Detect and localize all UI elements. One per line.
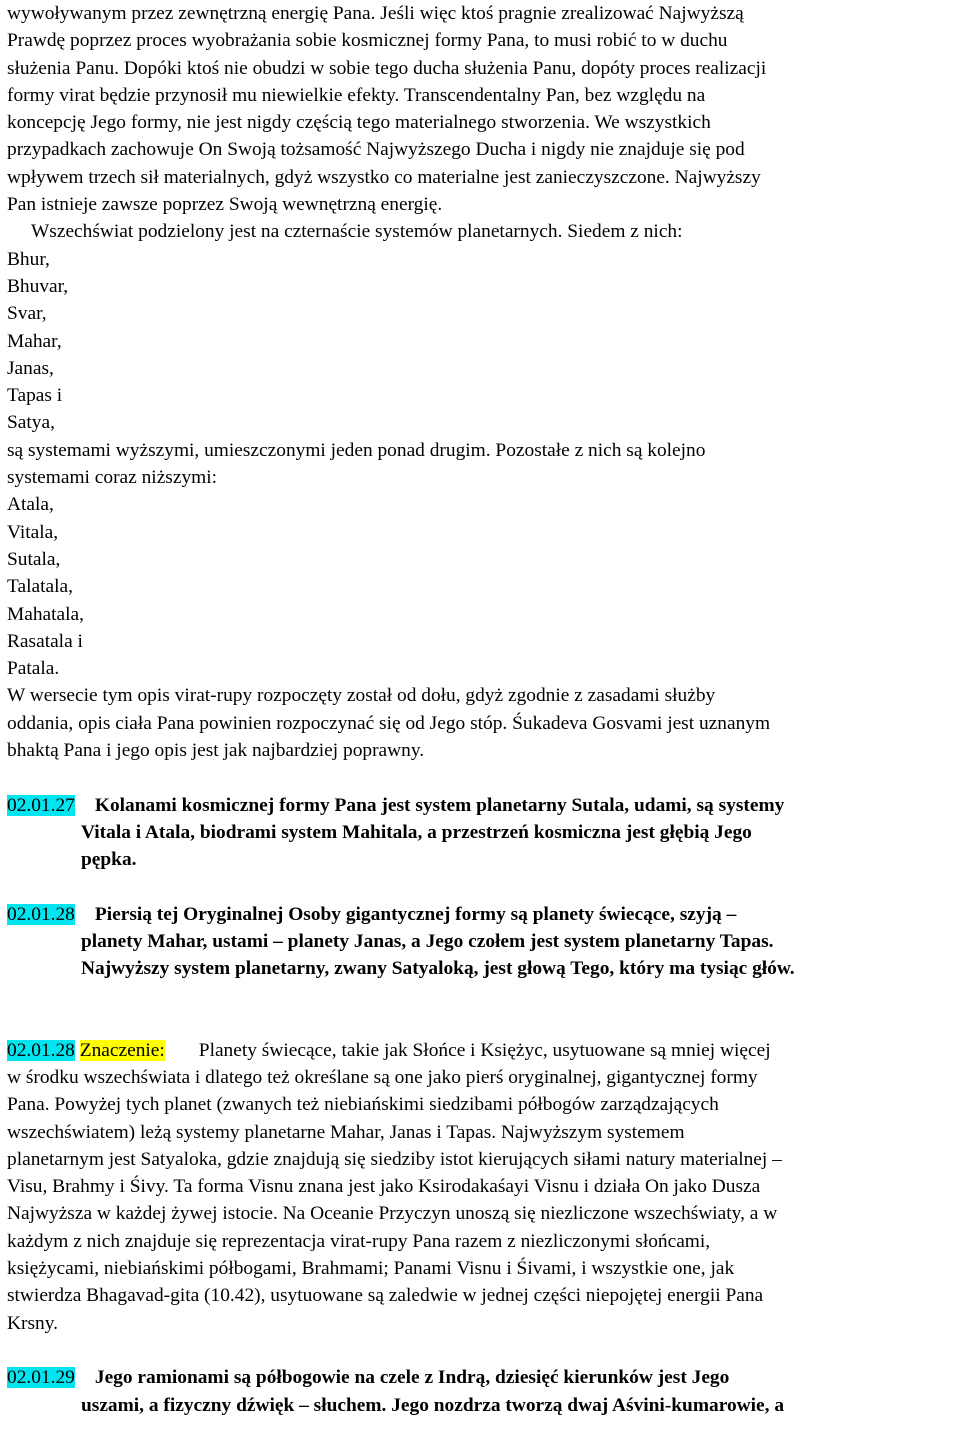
text-line: wpływem trzech sił materialnych, gdyż wszystko co materialne jest zanieczyszczone. Najwyższy [7, 166, 761, 188]
purport-text: Planety świecące, takie jak Słońce i Księżyc, usytuowane są mniej więcej [198, 1039, 771, 1061]
list-item: Satya, [7, 412, 55, 434]
list-item: Janas, [7, 357, 54, 379]
verse-text: planety Mahar, ustami – planety Janas, a Jego czołem jest system planetarny Tapas. [81, 931, 774, 953]
list-item: Tapas i [7, 385, 63, 407]
verse-number: 02.01.27 [7, 794, 75, 816]
text-line: systemami coraz niższymi: [7, 467, 218, 489]
list-item: Vitala, [7, 521, 59, 543]
purport-verse-number: 02.01.28 [7, 1039, 75, 1061]
verse-first-line [7, 1364, 957, 1391]
upper-systems-list [7, 246, 957, 437]
purport-text: wszechświatem) leżą systemy planetarne Mahar, Janas i Tapas. Najwyższym systemem [7, 1121, 685, 1143]
text-line: przypadkach zachowuje On Swoją tożsamość Najwyższego Ducha i nigdy nie znajduje się pod [7, 139, 745, 161]
list-item: Talatala, [7, 576, 73, 598]
verse-text: pępka. [81, 849, 137, 871]
verse-27 [7, 792, 957, 874]
text-line: Prawdę poprzez proces wyobrażania sobie kosmicznej formy Pana, to musi robić to w duchu [7, 30, 728, 52]
list-item: Patala. [7, 658, 60, 680]
text-line: służenia Panu. Dopóki ktoś nie obudzi w sobie tego ducha służenia Panu, dopóty proces realizacji [7, 57, 767, 79]
purport-text: w środku wszechświata i dlatego też określane są one jako pierś oryginalnej, gigantycznej formy [7, 1066, 758, 1088]
list-item: Mahar, [7, 330, 62, 352]
universe-intro: Wszechświat podzielony jest na czternaście systemów planetarnych. Siedem z nich: [31, 221, 683, 243]
spacer [7, 983, 957, 1037]
verse-first-line [7, 901, 957, 928]
purport-text: księżycami, niebiańskimi półbogami, Brahmami; Panami Visnu i Śivami, i wszystkie one, jak [7, 1258, 735, 1280]
text-line: W wersecie tym opis virat-rupy rozpoczęty został od dołu, gdyż zgodnie z zasadami służby [7, 685, 716, 707]
purport-text: planetarnym jest Satyaloka, gdzie znajdują się siedziby istot kierujących siłami natury materialnej – [7, 1148, 782, 1170]
purport-text: Krsny. [7, 1312, 58, 1334]
list-item: Bhur, [7, 248, 50, 270]
text-line: formy virat będzie przynosił mu niewielkie efekty. Transcendentalny Pan, bez względu na [7, 84, 706, 106]
verse-number: 02.01.29 [7, 1367, 75, 1389]
text-line: są systemami wyższymi, umieszczonymi jeden ponad drugim. Pozostałe z nich są kolejno [7, 439, 706, 461]
list-item: Mahatala, [7, 603, 84, 625]
list-item: Bhuvar, [7, 275, 69, 297]
list-item: Svar, [7, 303, 47, 325]
text-line: bhaktą Pana i jego opis jest jak najbardziej poprawny. [7, 740, 425, 762]
purport-text: stwierdza Bhagavad-gita (10.42), usytuowane są zaledwie w jednej części niepojętej energii Pana [7, 1285, 764, 1307]
purport-text: każdym z nich znajduje się reprezentacja virat-rupy Pana razem z niezliczonymi słońcami, [7, 1230, 711, 1252]
spacer [7, 874, 957, 901]
verse-text: Vitala i Atala, biodrami system Mahitala, a przestrzeń kosmiczna jest głębią Jego [81, 821, 752, 843]
purport-text: Najwyższa w każdej żywej istocie. Na Oceanie Przyczyn unoszą się niezliczone wszechświaty, a w [7, 1203, 778, 1225]
purport-label: Znaczenie: [79, 1039, 165, 1061]
verse-29 [7, 1364, 957, 1419]
document-page [7, 0, 957, 1419]
verse-text: Jego ramionami są półbogowie na czele z Indrą, dziesięć kierunków jest Jego [94, 1367, 730, 1389]
intro-paragraph [7, 0, 957, 218]
text-line: oddania, opis ciała Pana powinien rozpoczynać się od Jego stóp. Śukadeva Gosvami jest uznanym [7, 712, 771, 734]
spacer [7, 764, 957, 791]
purport-text: Pana. Powyżej tych planet (zwanych też niebiańskimi siedzibami półbogów zarządzających [7, 1094, 719, 1116]
text-line: koncepcję Jego formy, nie jest nigdy częścią tego materialnego stworzenia. We wszystkich [7, 112, 711, 134]
verse-text: Kolanami kosmicznej formy Pana jest system planetarny Sutala, udami, są systemy [94, 794, 785, 816]
verse-text: Najwyższy system planetarny, zwany Satyaloką, jest głową Tego, który ma tysiąc głów. [81, 958, 795, 980]
spacer [7, 1337, 957, 1364]
lower-systems-list [7, 491, 957, 682]
list-item: Atala, [7, 494, 54, 516]
verse-text: Piersią tej Oryginalnej Osoby gigantycznej formy są planety świecące, szyją – [94, 903, 737, 925]
text-line: Pan istnieje zawsze poprzez Swoją wewnętrzną energię. [7, 194, 443, 216]
list-item: Rasatala i [7, 630, 83, 652]
purport-first-line [7, 1037, 957, 1064]
verse-28 [7, 901, 957, 983]
list-item: Sutala, [7, 548, 61, 570]
verse-number: 02.01.28 [7, 903, 75, 925]
purport-text: Visu, Brahmy i Śivy. Ta forma Visnu znana jest jako Ksirodakaśayi Visnu i działa On jako Dusza [7, 1176, 761, 1198]
verse-first-line [7, 792, 957, 819]
purport-28 [7, 1037, 957, 1337]
closing-paragraph [7, 682, 957, 764]
text-line: wywoływanym przez zewnętrzną energię Pana. Jeśli więc ktoś pragnie zrealizować Najwyższą [7, 3, 744, 24]
verse-text: uszami, a fizyczny dźwięk – słuchem. Jego nozdrza tworzą dwaj Aśvini-kumarowie, a [81, 1394, 785, 1416]
